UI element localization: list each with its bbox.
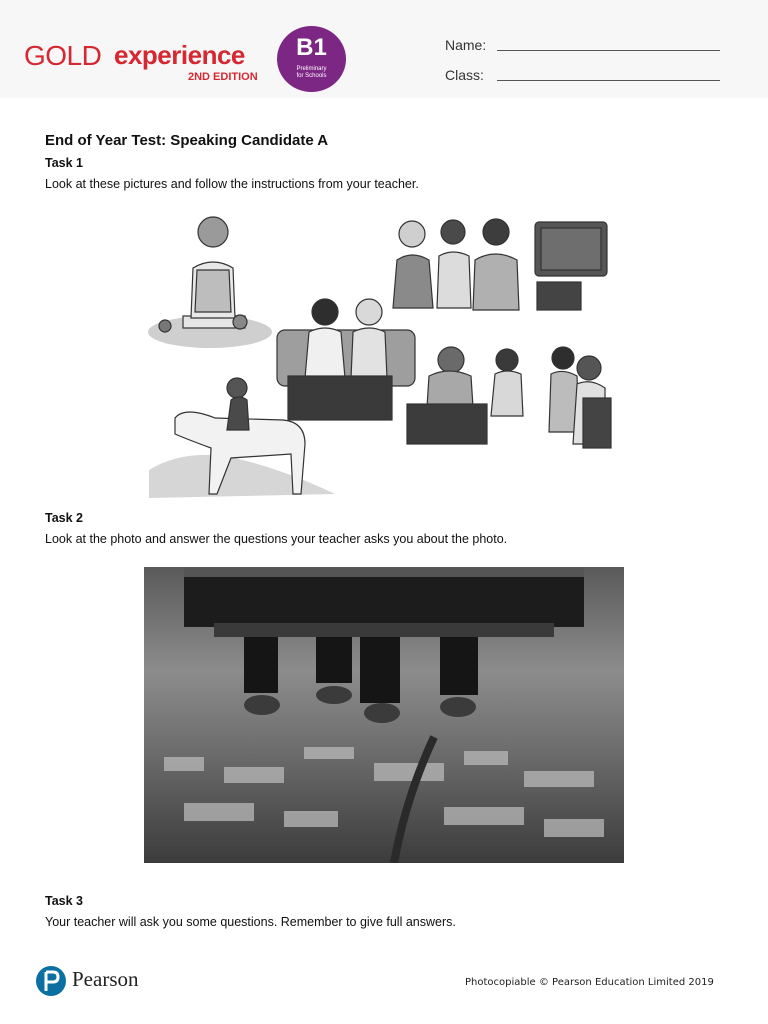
level-subtitle	[277, 66, 346, 80]
class-label: Class:	[445, 67, 484, 83]
task1-illustration	[145, 208, 623, 502]
ride-seat	[184, 567, 584, 637]
task2-heading: Task 2	[45, 511, 83, 525]
task1-text: Look at these pictures and follow the instructions from your teacher.	[45, 177, 419, 191]
page-title: End of Year Test: Speaking Candidate A	[45, 132, 329, 149]
brand-gold-text: GOLD	[24, 40, 102, 71]
task1-heading: Task 1	[45, 156, 83, 170]
copyright-notice: Photocopiable © Pearson Education Limited 2019	[465, 977, 714, 988]
brand-experience-text: experience	[114, 40, 245, 70]
edition-label: 2ND EDITION	[188, 71, 258, 83]
level-sub-line1: Preliminary	[296, 66, 327, 72]
task3-heading: Task 3	[45, 894, 83, 908]
level-sub-line2: for Schools	[296, 73, 327, 79]
publisher-name: Pearson	[72, 967, 139, 991]
name-label: Name:	[445, 37, 487, 53]
level-text: B1	[296, 34, 327, 61]
level-badge	[277, 26, 346, 92]
name-line	[497, 50, 720, 51]
task2-photo	[144, 567, 624, 863]
karaoke-scene	[393, 219, 607, 310]
task3-text: Your teacher will ask you some questions. Remember to give full answers.	[45, 915, 456, 929]
task2-text: Look at the photo and answer the questions your teacher asks you about the photo.	[45, 532, 508, 546]
class-line	[497, 80, 720, 81]
